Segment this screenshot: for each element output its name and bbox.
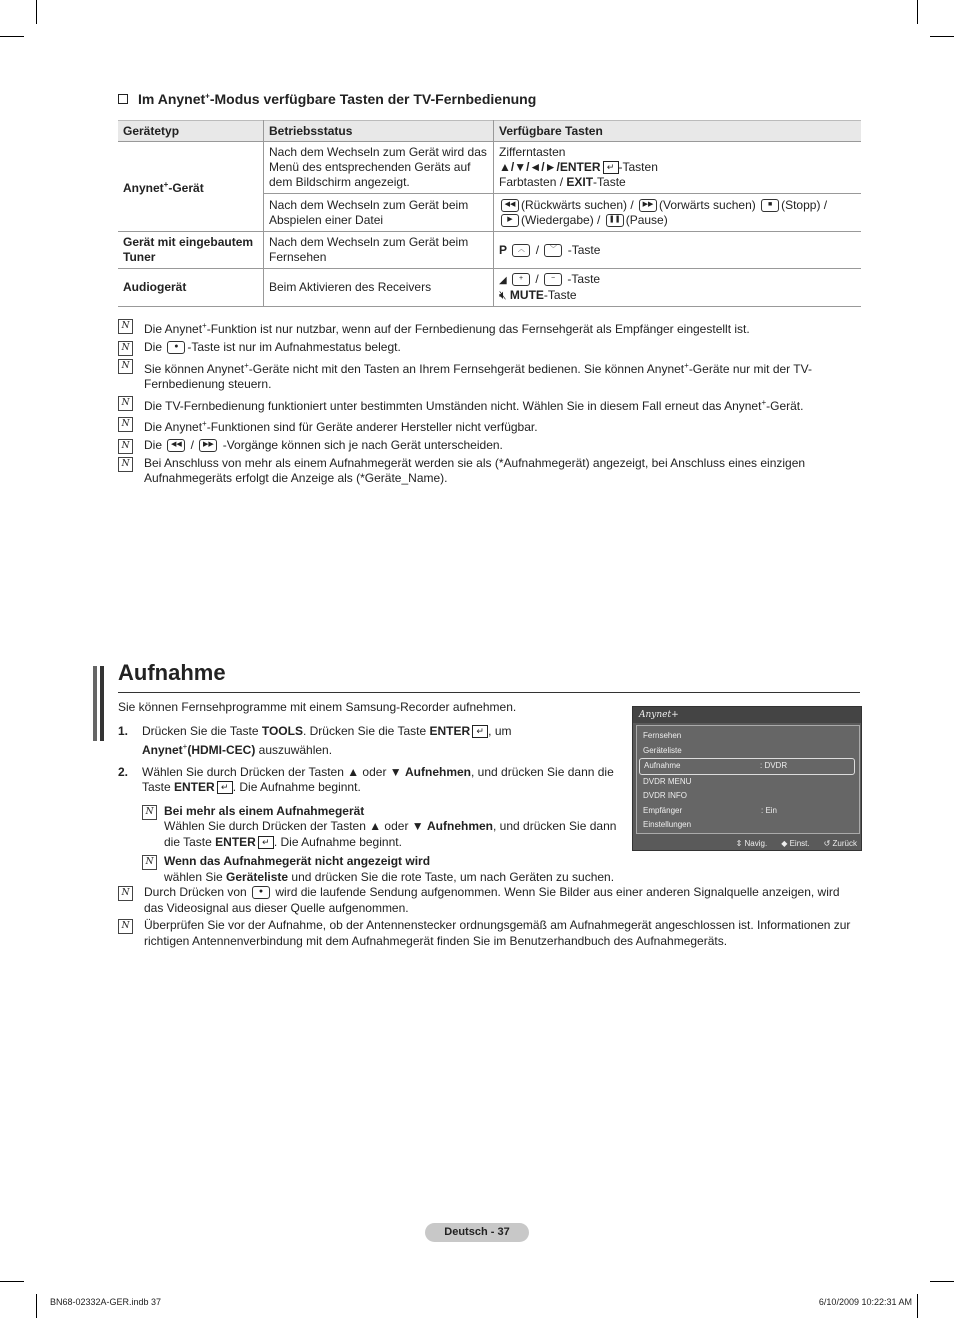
table-cell-device-type: Anynet+-Gerät [118, 142, 264, 232]
table-cell-status: Beim Aktivieren des Receivers [264, 269, 494, 307]
step-2: 2. Wählen Sie durch Drücken der Tasten ▲ oder ▼ Aufnehmen, und drücken Sie dann die Taste ENTER ↵ . Die Aufnahme beginnt. [118, 764, 614, 794]
channel-down-icon: ﹀ [544, 244, 562, 257]
anynet-logo: Anynet+ [633, 707, 861, 723]
note-icon: N [118, 319, 133, 334]
mute-icon: 🔇︎ [499, 288, 507, 302]
note-icon: N [118, 341, 133, 356]
volume-icon: ◢ [499, 275, 507, 286]
table-header-row [118, 121, 861, 142]
table-cell-keys: P ︿ / ﹀ -Taste [494, 232, 862, 269]
checkbox-square-icon [118, 94, 128, 104]
table-cell-status: Nach dem Wechseln zum Gerät beim Fernsehen [264, 232, 494, 269]
tv-menu-footer: ⇕ Navig. ◆ Einst. ↺ Zurück [735, 839, 857, 848]
table-header: Verfügbare Tasten [494, 121, 862, 142]
stop-icon: ■ [761, 199, 779, 212]
note-item: N Überprüfen Sie vor der Aufnahme, ob der Antennenstecker ordnungsgemäß am Aufnahmegerät angeschlossen ist. Informationen zur richtigen Antennenverbindung mit dem Aufnahmegerät finden Sie im Benutzerhandbuch des Aufnahmegeräts. [118, 918, 858, 949]
tv-menu-item[interactable]: DVDR INFO [643, 791, 687, 800]
section-title: Im Anynet+-Modus verfügbare Tasten der TV-Fernbedienung [118, 91, 536, 107]
note-item: N Die Anynet+-Funktion ist nur nutzbar, wenn auf der Fernbedienung das Fernsehgerät als Empfänger eingestellt ist. [118, 318, 858, 338]
note-icon: N [142, 805, 157, 820]
note-item: N Sie können Anynet+-Geräte nicht mit den Tasten an Ihrem Fernsehgerät bedienen. Sie können Anynet+-Geräte nur mit der TV-Fernbedienung steuern. [118, 358, 858, 393]
table-row [118, 269, 861, 307]
intro-text: Sie können Fernsehprogramme mit einem Samsung-Recorder aufnehmen. [118, 700, 517, 714]
table-cell-keys: ◀◀ (Rückwärts suchen) / ▶▶ (Vorwärts suchen) ■ (Stopp) / ▶ (Wiedergabe) / ❚❚ (Pause) [494, 194, 862, 232]
record-icon: ● [167, 341, 185, 354]
table-header: Betriebsstatus [264, 121, 494, 142]
page-number-badge: Deutsch - 37 [425, 1223, 529, 1242]
volume-down-icon: − [544, 273, 562, 286]
section-bars-decoration [93, 666, 105, 741]
tv-menu-item[interactable]: DVDR MENU [643, 776, 692, 786]
return-icon: ↺ [823, 839, 831, 848]
step-1: 1. Drücken Sie die Taste TOOLS. Drücken Sie die Taste ENTER ↵ , um Anynet+(HDMI-CEC) auszuwählen. [118, 723, 512, 757]
note-icon: N [142, 855, 157, 870]
footer-date: 6/10/2009 10:22:31 AM [818, 1297, 912, 1307]
table-cell-status: Nach dem Wechseln zum Gerät wird das Menü des entsprechenden Geräts auf dem Bildschirm angezeigt. [264, 142, 494, 194]
table-header: Gerätetyp [118, 121, 264, 142]
tv-menu-item[interactable]: Einstellungen [643, 820, 692, 829]
up-down-icon: ⇕ [735, 839, 743, 848]
section-heading: Aufnahme [118, 660, 226, 685]
notes-list [118, 318, 858, 489]
rewind-icon: ◀◀ [501, 199, 519, 212]
pause-icon: ❚❚ [606, 214, 624, 227]
record-icon: ● [252, 886, 270, 899]
tv-menu-screenshot [632, 706, 862, 851]
recording-instructions [118, 700, 628, 885]
note-icon: N [118, 417, 133, 432]
table-cell-keys: Zifferntasten ▲/▼/◄/►/ENTER ↵ -Tasten Farbtasten / EXIT-Taste [494, 142, 862, 194]
enter-icon: ↵ [472, 725, 488, 738]
note-item: N Bei Anschluss von mehr als einem Aufnahmegerät werden sie als (*Aufnahmegerät) angezeigt, bei Anschluss eines einzigen Aufnahmegeräts erfolgt die Anzeige als (*Geräte_Name). [118, 456, 858, 487]
table-cell-status: Nach dem Wechseln zum Gerät beim Abspielen einer Datei [264, 194, 494, 232]
tv-menu-item[interactable]: Fernsehen [643, 731, 682, 740]
enter-icon: ↵ [258, 836, 274, 849]
notes-list [118, 885, 858, 951]
tv-menu-item[interactable]: Geräteliste [643, 745, 682, 755]
table-cell-device-type: Audiogerät [118, 269, 264, 307]
enter-icon: ↵ [217, 781, 233, 794]
volume-up-icon: + [512, 273, 530, 286]
note-icon: N [118, 886, 133, 901]
sub-note: N Bei mehr als einem Aufnahmegerät Wählen Sie durch Drücken der Tasten ▲ oder ▼ Aufnehmen, und drücken Sie dann die Taste ENTER ↵ . Die Aufnahme beginnt. [142, 804, 628, 851]
left-right-icon: ◆ [781, 839, 788, 848]
note-icon: N [118, 439, 133, 454]
fast-forward-icon: ▶▶ [639, 199, 657, 212]
table-cell-device-type: Gerät mit eingebautem Tuner [118, 232, 264, 269]
note-icon: N [118, 396, 133, 411]
heading-divider [118, 692, 860, 693]
play-icon: ▶ [501, 214, 519, 227]
table-row [118, 232, 861, 269]
note-item: N Die Anynet+-Funktionen sind für Geräte anderer Hersteller nicht verfügbar. [118, 416, 858, 436]
note-item: N Die ● -Taste ist nur im Aufnahmestatus belegt. [118, 340, 858, 356]
note-item: N Die TV-Fernbedienung funktioniert unter bestimmten Umständen nicht. Wählen Sie in diesem Fall erneut das Anynet+-Gerät. [118, 395, 858, 415]
note-item: N Durch Drücken von ● wird die laufende Sendung aufgenommen. Wenn Sie Bilder aus einer anderen Signalquelle anzeigen, wird das Videosignal aus dieser Quelle aufgenommen. [118, 885, 858, 916]
note-icon: N [118, 359, 133, 374]
channel-up-icon: ︿ [512, 244, 530, 257]
enter-icon: ↵ [603, 161, 619, 174]
note-icon: N [118, 919, 133, 934]
tv-menu-item[interactable]: Empfänger : Ein [643, 805, 778, 815]
note-icon: N [118, 457, 133, 472]
table-cell-keys: ◢ + / − -Taste 🔇︎ MUTE-Taste [494, 269, 862, 307]
tv-menu-item-selected[interactable]: Aufnahme : DVDR [639, 758, 855, 775]
rewind-icon: ◀◀ [167, 439, 185, 452]
footer-file: BN68-02332A-GER.indb 37 [50, 1297, 162, 1307]
note-item: N Die ◀◀ / ▶▶ -Vorgänge können sich je nach Gerät unterscheiden. [118, 438, 858, 454]
sub-note: N Wenn das Aufnahmegerät nicht angezeigt wird wählen Sie Geräteliste und drücken Sie die rote Taste, um nach Geräten zu suchen. [142, 854, 628, 885]
fast-forward-icon: ▶▶ [199, 439, 217, 452]
remote-keys-table [118, 120, 861, 307]
table-row [118, 142, 861, 194]
tv-menu-list [636, 725, 860, 834]
